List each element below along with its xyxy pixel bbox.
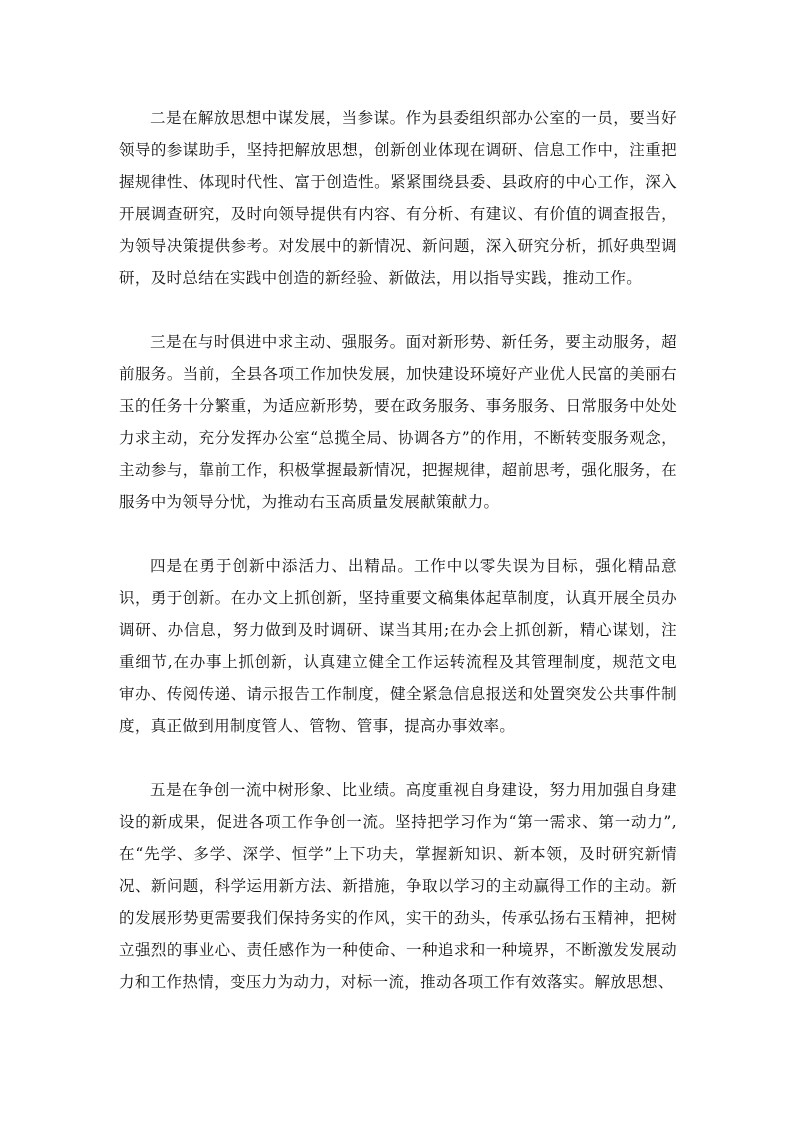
paragraph-3-service: 三是在与时俱进中求主动、强服务。面对新形势、新任务，要主动服务，超前服务。当前，全县各项工作加快发展，加快建设环境好产业优人民富的美丽右玉的任务十分繁重，为适应新形势，要在政务服务、事务服务、日常服务中处处力求主动，充分发挥办公室“总揽全局、协调各方”的作用，不断转变服务观念，主动参与，靠前工作，积极掌握最新情况，把握规律，超前思考，强化服务，在服务中为领导分忧，为推动右玉高质量发展献策献力。 (119, 333, 677, 511)
paragraph-2-consulting: 二是在解放思想中谋发展，当参谋。作为县委组织部办公室的一员，要当好领导的参谋助手，坚持把解放思想，创新创业体现在调研、信息工作中，注重把握规律性、体现时代性、富于创造性。紧紧围绕县委、县政府的中心工作，深入开展调查研究，及时向领导提供有内容、有分析、有建议、有价值的调查报告，为领导决策提供参考。对发展中的新情况、新问题，深入研究分析，抓好典型调研，及时总结在实践中创造的新经验、新做法，用以指导实践，推动工作。 (119, 109, 677, 287)
paragraph-5-excellence: 五是在争创一流中树形象、比业绩。高度重视自身建设，努力用加强自身建设的新成果，促进各项工作争创一流。坚持把学习作为“第一需求、第一动力”,在“先学、多学、深学、恒学”上下功夫，掌握新知识、新本领，及时研究新情况、新问题，科学运用新方法、新措施，争取以学习的主动赢得工作的主动。新的发展形势更需要我们保持务实的作风，实干的劲头，传承弘扬右玉精神，把树立强烈的事业心、责任感作为一种使命、一种追求和一种境界，不断激发发展动力和工作热情，变压力为动力，对标一流，推动各项工作有效落实。解放思想、 (119, 781, 677, 991)
document-body (119, 102, 677, 998)
paragraph-4-innovation: 四是在勇于创新中添活力、出精品。工作中以零失误为目标，强化精品意识，勇于创新。在办文上抓创新，坚持重要文稿集体起草制度，认真开展全员办调研、办信息，努力做到及时调研、谋当其用;在办会上抓创新，精心谋划，注重细节,在办事上抓创新，认真建立健全工作运转流程及其管理制度，规范文电审办、传阅传递、请示报告工作制度，健全紧急信息报送和处置突发公共事件制度，真正做到用制度管人、管物、管事，提高办事效率。 (119, 557, 677, 735)
